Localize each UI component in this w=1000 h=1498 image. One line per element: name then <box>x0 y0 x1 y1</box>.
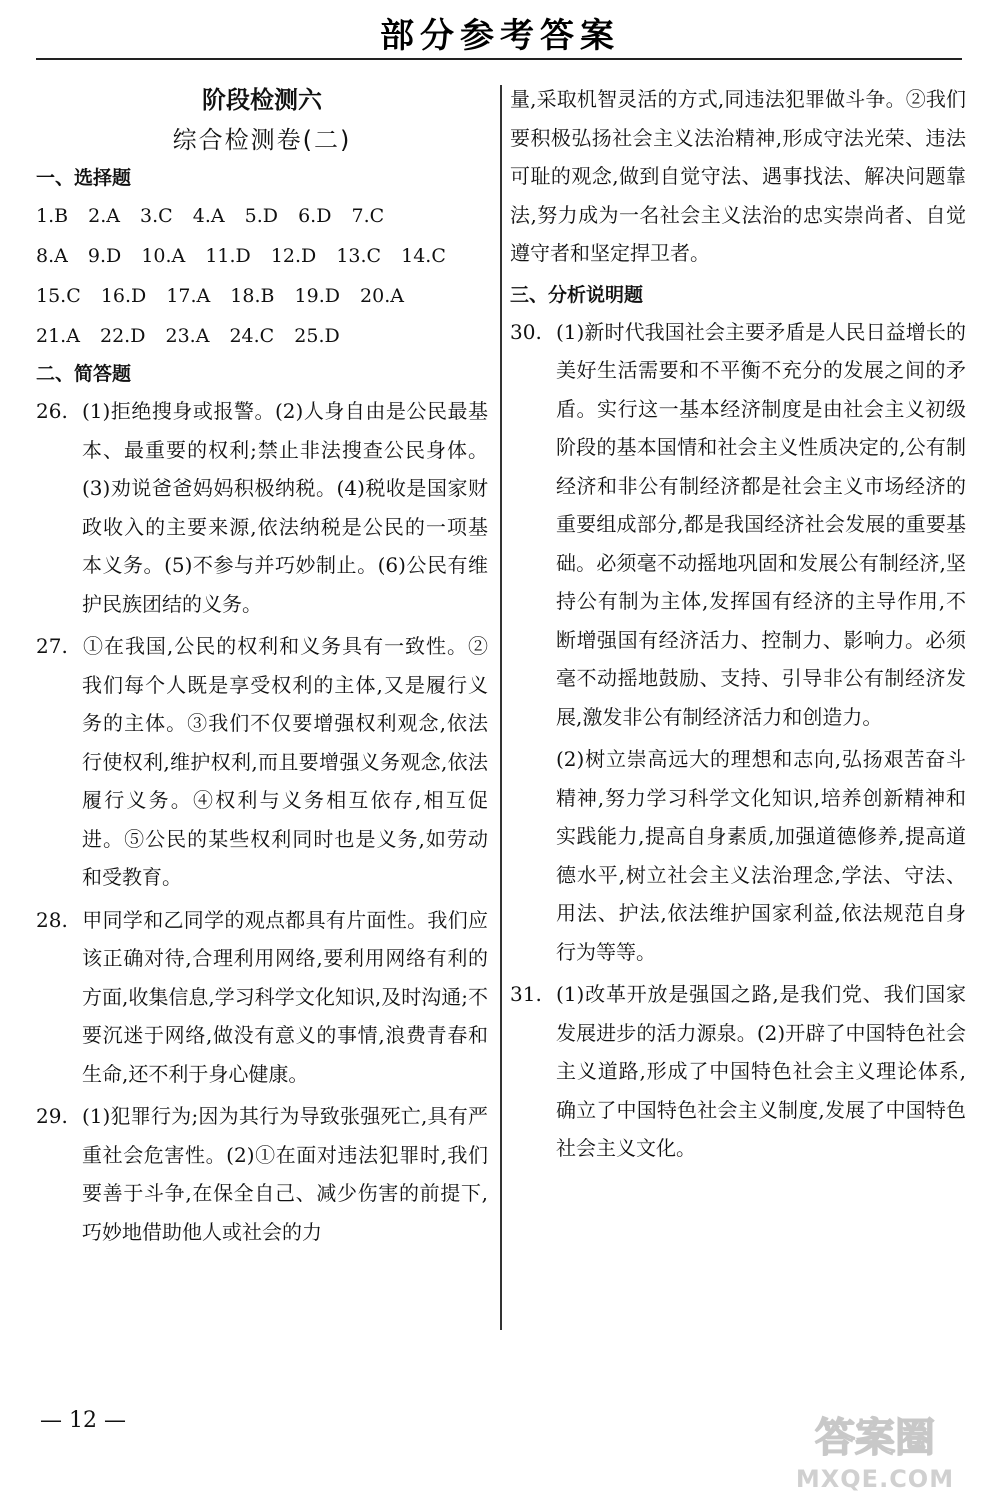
column-divider <box>500 85 502 1330</box>
choice-answer: 16.D <box>100 285 147 307</box>
choice-answer: 12.D <box>270 245 317 267</box>
choice-row <box>36 236 488 276</box>
choice-answer: 11.D <box>205 245 251 267</box>
choice-answer: 1.B <box>36 205 69 227</box>
choice-answer: 4.A <box>192 205 225 227</box>
choice-answer: 17.A <box>166 285 211 307</box>
page-header-title: 部分参考答案 <box>380 16 620 56</box>
answer-text: (1)改革开放是强国之路,是我们党、我们国家发展进步的活力源泉。(2)开辟了中国特色社会主义道路,形成了中国特色社会主义理论体系,确立了中国特色社会主义制度,发展了中国特色社会主义文化。 <box>556 982 966 1160</box>
choice-answer: 14.C <box>401 245 446 267</box>
choice-answer: 7.C <box>351 205 385 227</box>
answer-item-30 <box>510 313 966 737</box>
answer-text: 甲同学和乙同学的观点都具有片面性。我们应该正确对待,合理利用网络,要利用网络有利的方面,收集信息,学习科学文化知识,及时沟通;不要沉迷于网络,做没有意义的事情,浪费青春和生命,还不利于身心健康。 <box>82 907 488 1086</box>
choice-answer: 9.D <box>87 245 122 267</box>
question-number: 26. <box>36 399 68 423</box>
question-number: 30. <box>510 319 542 344</box>
choice-answer: 21.A <box>36 325 80 347</box>
left-column <box>36 80 488 1255</box>
watermark-logo <box>760 1405 990 1495</box>
question-number: 29. <box>36 1104 68 1128</box>
answer-item-30-part2: (2)树立崇高远大的理想和志向,弘扬艰苦奋斗精神,努力学习科学文化知识,培养创新精神和实践能力,提高自身素质,加强道德修养,提高道德水平,树立社会主义法治理念,学法、守法、用法、护法,依法维护国家利益,依法规范自身行为等等。 <box>556 747 966 964</box>
answer-item-31 <box>510 975 966 1168</box>
watermark-url: MXQE.COM <box>795 1465 955 1493</box>
answer-item-29 <box>36 1097 488 1251</box>
answer-item-27 <box>36 627 488 897</box>
choice-answer: 18.B <box>230 285 275 307</box>
section-title: 阶段检测六 <box>202 86 322 114</box>
choice-answer: 24.C <box>229 325 275 347</box>
choice-answer: 20.A <box>360 285 404 307</box>
choice-answer: 23.A <box>165 325 210 347</box>
section-heading-choice: 一、选择题 <box>36 167 132 189</box>
choice-answer: 22.D <box>99 325 146 347</box>
choice-answer: 25.D <box>294 325 340 347</box>
choice-row <box>36 196 488 236</box>
answer-item-26 <box>36 392 488 623</box>
answer-text: (1)犯罪行为;因为其行为导致张强死亡,具有严重社会危害性。(2)①在面对违法犯罪时,我们要善于斗争,在保全自己、减少伤害的前提下,巧妙地借助他人或社会的力 <box>82 1104 488 1244</box>
choice-row <box>36 276 488 316</box>
choice-row <box>36 316 488 356</box>
question-number: 27. <box>36 634 68 658</box>
choice-answer: 2.A <box>88 205 120 227</box>
choice-answer: 13.C <box>336 245 382 267</box>
answer-text: (1)拒绝搜身或报警。(2)人身自由是公民最基本、最重要的权利;禁止非法搜查公民身体。(3)劝说爸爸妈妈积极纳税。(4)税收是国家财政收入的主要来源,依法纳税是公民的一项基本义务。(5)不参与并巧妙制止。(6)公民有维护民族团结的义务。 <box>82 399 488 616</box>
section-subtitle: 综合检测卷(二) <box>172 126 352 154</box>
answer-item-28 <box>36 901 488 1094</box>
header-rule <box>36 58 962 60</box>
choice-answer: 5.D <box>244 205 279 227</box>
choice-answer: 10.A <box>141 245 186 267</box>
question-number: 31. <box>510 982 542 1006</box>
answer-text: ①在我国,公民的权利和义务具有一致性。②我们每个人既是享受权利的主体,又是履行义务的主体。③我们不仅要增强权利观念,依法行使权利,维护权利,而且要增强义务观念,依法履行义务。④权利与义务相互依存,相互促进。⑤公民的某些权利同时也是义务,如劳动和受教育。 <box>82 634 488 889</box>
page-number: — 12 — <box>40 1408 126 1433</box>
choice-answer: 8.A <box>36 245 68 267</box>
question-number: 28. <box>36 907 68 932</box>
answer-text: (1)新时代我国社会主要矛盾是人民日益增长的美好生活需要和不平衡不充分的发展之间的矛盾。实行这一基本经济制度是由社会主义初级阶段的基本国情和社会主义性质决定的,公有制经济和非公有制经济都是社会主义市场经济的重要组成部分,都是我国经济社会发展的重要基础。必须毫不动摇地巩固和发展公有制经济,坚持公有制为主体,发挥国有经济的主导作用,不断增强国有经济活力、控制力、影响力。必须毫不动摇地鼓励、支持、引导非公有制经济发展,激发非公有制经济活力和创造力。 <box>556 319 966 729</box>
choice-answer: 6.D <box>298 205 332 227</box>
section-heading-short-answer: 二、简答题 <box>36 363 132 385</box>
right-column <box>510 80 966 1172</box>
answer-item-29-continued: 量,采取机智灵活的方式,同违法犯罪做斗争。②我们要积极弘扬社会主义法治精神,形成守法光荣、违法可耻的观念,做到自觉守法、遇事找法、解决问题靠法,努力成为一名社会主义法治的忠实崇尚者、自觉遵守者和坚定捍卫者。 <box>510 87 966 265</box>
choice-answer: 3.C <box>140 205 173 227</box>
choice-answer: 19.D <box>294 285 340 307</box>
choice-answer: 15.C <box>36 285 81 307</box>
section-heading-analysis: 三、分析说明题 <box>510 283 644 306</box>
watermark-text: 答案圈 <box>815 1415 935 1461</box>
